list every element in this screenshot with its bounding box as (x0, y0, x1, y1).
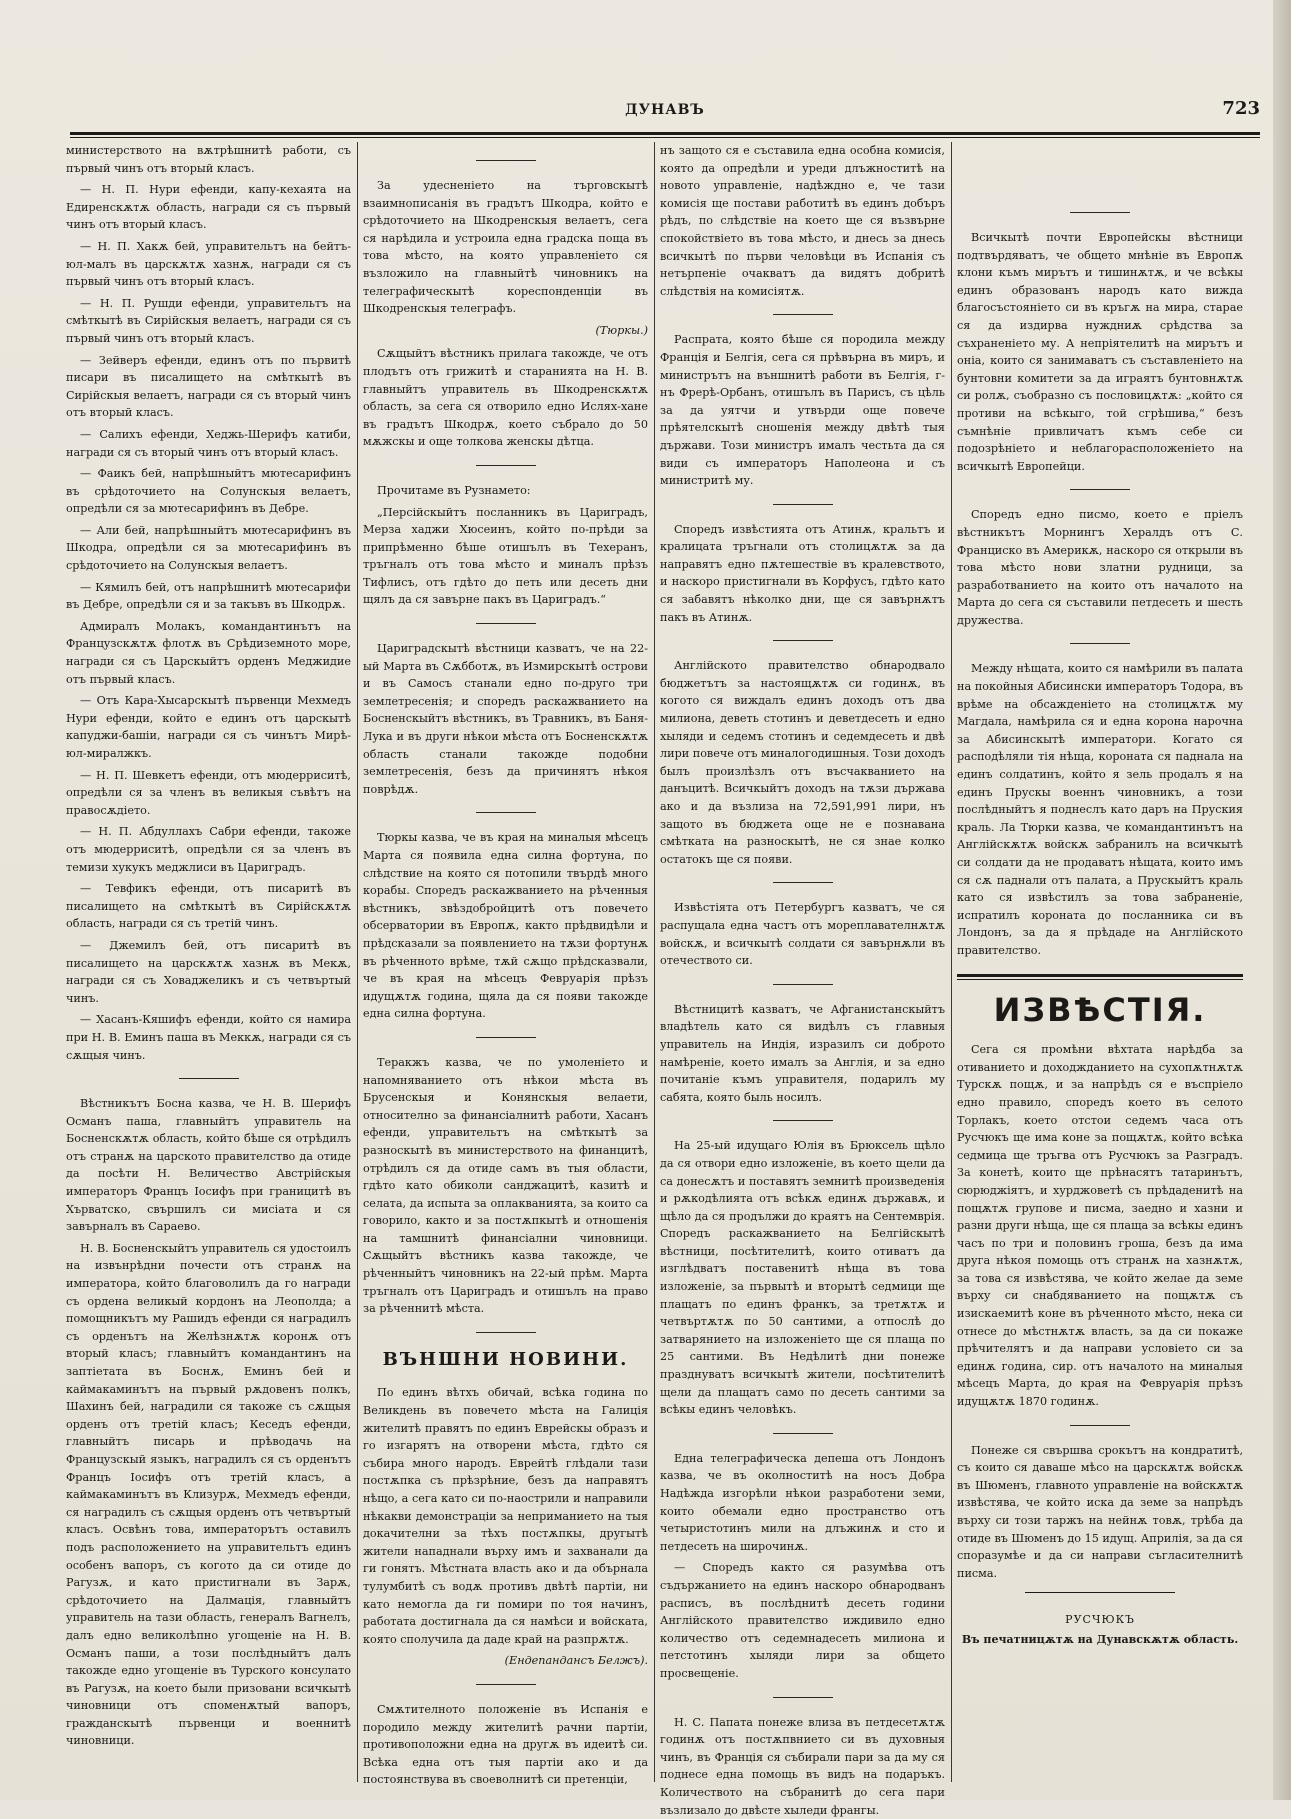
article-separator (773, 504, 833, 505)
article-paragraph: Смѫтителното положеніе въ Испанія е породило между жителитѣ рачни партіи, противоположни една на другѫ въ идеитѣ си. Всѣка една отъ тыя партіи ако и да постоянствува въ своеволнитѣ си претенціи, (363, 1702, 648, 1787)
article-paragraph: — Споредъ както ся разумѣва отъ съдържанието на единъ наскоро обнародванъ расписъ, въ послѣднитѣ десеть години Англійското правителство иждивило едно количество отъ седемнадесеть милиона и петстотинъ хыляди лири за общето просвещеніе. (660, 1561, 945, 1680)
source-signature: (Тюркы.) (595, 323, 648, 337)
article-separator (1070, 1425, 1130, 1426)
article-paragraph: Теракжъ казва, че по умоленіето и напомняванието отъ нѣкои мѣста въ Брусенскыя и Конянскыя велаети, относително за финансіалнитѣ работи, Хасанъ ефенди, управительтъ на смѣткытѣ за разноскытѣ въ министерството на финанцитѣ, отрѣдилъ ся да отиде самъ въ тыя области, гдѣто като обиколи санджацитѣ, казитѣ и селата, да испыта за оплакванията, за които са говорило, както и за постѫпкытѣ и отношенія на тамшнитѣ финансіални чиновници. Сѫщыйтъ вѣстникъ казва такожде, че рѣченныйтъ чиновникъ на 22-ый прѣм. Марта тръгналъ отъ Цариградъ и отишълъ на право за рѣченнитѣ мѣста. (363, 1055, 648, 1316)
article-paragraph: — Отъ Кара-Хысарскытѣ първенци Мехмедъ Нури ефенди, който е единъ отъ царскытѣ капуджи-башіи, награди ся съ чинътъ Мирѣ-юл-миралжкъ. (66, 694, 351, 760)
article-paragraph: — Фаикъ бей, напрѣшныйтъ мютесарифинъ въ срѣдоточието на Солунскыя велаетъ, опредѣли ся за мютесарифинъ въ Дебре. (66, 467, 351, 516)
article-paragraph: Прочитаме въ Рузнамето: (377, 483, 531, 497)
article-paragraph: — Кямилъ бей, отъ напрѣшнитѣ мютесарифи въ Дебре, опредѣли ся и за такъвъ въ Шкодрѫ. (66, 580, 351, 612)
binding-edge (1273, 0, 1291, 1800)
article-separator (476, 160, 536, 161)
column-divider (654, 142, 655, 1782)
column-divider (357, 142, 358, 1782)
article-paragraph: — Н. П. Хакѫ бей, управительтъ на бейтъ-юл-малъ въ царскѫтѫ хазнѫ, награди ся съ първый чинъ отъ вторый класъ. (66, 239, 351, 289)
article-separator (773, 984, 833, 985)
notices-rule-thin (957, 979, 1243, 980)
article-paragraph: По единъ вѣтхъ обичай, всѣка година по Великдень въ повечето мѣста на Галиція жителитѣ правятъ по единъ Еврейскы образъ и го изгарятъ на отворени мѣста, гдѣто ся събира много народъ. Еврейтѣ глѣдали тази постѫпка съ прѣзрѣние, безъ да направятъ нѣщо, а сега като си по-наострили и направили нѣкакви демонстраціи за неприманието на тыя докачителни за тѣхъ постѫпкы, другытѣ жители нападнали върху имъ и захванали да ги гонятъ. Мѣстната власть ако и да обърнала тулумбитѣ съ водѫ противъ двѣтѣ партіи, ни като немогла да ги помири по тоя начинъ, работата достигнала да ся намѣси и войската, която сполучила да даде край на разпрѫтѫ. (363, 1386, 648, 1646)
notices-rule (957, 974, 1243, 977)
article-separator (773, 1697, 833, 1698)
article-separator (773, 314, 833, 315)
article-paragraph: — Салихъ ефенди, Хеджь-Шерифъ катиби, награди ся съ вторый чинъ отъ вторый класъ. (66, 427, 351, 459)
header-rule (70, 132, 1260, 135)
article-separator (773, 1120, 833, 1121)
article-paragraph: Распрата, която бѣше ся породила между Франція и Белгія, сега ся прѣвърна въ миръ, и министрътъ на външнитѣ работи въ Белгія, г-нъ Фрерѣ-Орбанъ, отишълъ въ Парисъ, съ цѣль за да уятчи и утвърди още повече прѣятелскытѣ сношенія между двѣтѣ тыя държави. Този министръ ималъ честьта да ся види съ императоръ Наполеона и съ министритѣ му. (660, 333, 945, 488)
header-rule-thin (70, 137, 1260, 138)
article-paragraph: нъ защото ся е съставила една особна комисія, която да опредѣли и уреди длъжноститѣ на новото управленіе, надѣждно е, че тази комисія ще постави работитѣ въ единъ добъръ рѣдъ, по слѣдствіе на което ще ся възвърне спокойствіето въ това мѣсто, и днесь за днесь всичкытѣ по първи человѣци въ Испанія съ нетърпеніе очакватъ да видятъ добритѣ слѣдствія на комисіятѫ. (660, 144, 945, 298)
article-separator (476, 1332, 536, 1333)
article-paragraph: Между нѣщата, които ся намѣрили въ палата на покойныя Абисински императоръ Тодора, въ врѣме на обсажденіето на столицѫтѫ му Магдала, намѣрила ся и една корона нарочна за Абисинскытѣ императори. Когато ся расподѣляли тія нѣща, короната ся паднала на единъ солдатинъ, който я зель продалъ я на единъ Прускы военнъ чиновникъ, а този послѣдныйтъ я поднеслъ като даръ на Пруския краль. Ла Тюрки казва, че командантинътъ на Англійскѫтѫ войскѫ забранилъ на всичкытѣ си солдати да не продаватъ нѣщата, които имъ ся сѫ паднали отъ палата, а Прускыйтъ краль като ся извѣстилъ за това забраненіе, испратилъ короната до посланника си въ Лондонъ, за да я прѣдаде на Англійското правителство. (957, 662, 1243, 957)
article-paragraph: Сѫщыйтъ вѣстникъ прилага такожде, че отъ плодътъ отъ грижитѣ и старанията на Н. В. главныйтъ управитель въ Шкодренскѫтѫ область, за сега ся отворило едно Ислях-хане въ градътъ Шкодрѫ, което събрало до 50 мѫжскы и още толкова женскы дѣтца. (363, 347, 648, 449)
section-heading-foreign-news: ВЪНШНИ НОВИНИ. (382, 1348, 629, 1370)
article-paragraph: „Персійскыйтъ посланникъ въ Цариградъ, Мерза хаджи Хюсеинъ, който по-прѣди за припрѣменно бѣше отишълъ въ Техеранъ, тръгналъ отъ това мѣсто и миналъ прѣзъ Тифлисъ, отъ гдѣто до петь или десеть дни щялъ да ся завърне пакъ въ Цариградъ.“ (363, 505, 648, 607)
page-header (70, 96, 1260, 134)
footer-rule (1025, 1592, 1175, 1593)
article-separator (179, 1078, 239, 1079)
article-paragraph: За удесненіето на търговскытѣ взаимнописанія въ градътъ Шкодра, който е срѣдоточието на Шкодренскыя велаетъ, сега ся нарѣдила и устроила една градска поща въ това мѣсто, на която управленіето ся възложило на главныйтѣ чиновникъ на телеграфическытѣ кореспонденціи въ Шкодренскыя телеграфъ. (363, 179, 648, 316)
article-paragraph: — Н. П. Рушди ефенди, управительтъ на смѣткытѣ въ Сирійскыя велаетъ, награди ся съ първый чинъ отъ вторый класъ. (66, 296, 351, 345)
article-paragraph: — Н. П. Шевкетъ ефенди, отъ мюдерриситѣ, опредѣли ся за членъ въ великыя съвѣтъ на правосѫдіето. (66, 768, 351, 817)
article-paragraph: Споредъ едно писмо, което е пріелъ вѣстникътъ Морнингъ Хералдъ отъ С. Франциско въ Америкѫ, наскоро ся открыли въ това мѣсто нови златни рудници, за разработванието на които отъ началото на Марта до сега ся съставили петдесеть и шесть дружества. (957, 508, 1243, 627)
printer-line: Въ печатницѫтѫ на Дунавскѫтѫ область. (961, 1632, 1239, 1646)
notice-paragraph: Сега ся промѣни вѣхтата нарѣдба за отиванието и доходжданието на сухопѫтнѫтѫ Турскѫ пощѫ, и за напрѣдъ ся е въспріело едно правило, споредъ което въ селото Торлакъ, което отстои седемъ часа отъ Русчюкъ ще има коне за пощѫтѫ, който всѣка седмица ще тръгва отъ Русчюкъ за Разградъ. За конетѣ, които ще прѣнасятъ татаринътъ, сюрюджіятъ, и хурджоветѣ съ прѣдаденитѣ на пощѫтѫ групове и писма, заедно и хазни и разни други нѣща, ще ся плаща за всѣкы единъ часъ по три и половинъ гроша, безъ да има друга нѣкоя помощь отъ странѫ на хазнѫтѫ, за това ся извѣстява, че който желае да земе върху си снабдяванието на пощѫтѫ съ изискаемитѣ коне въ рѣченното мѣсто, нека си отнесе до мѣстнѫтѫ власть, за да си покаже прѣчителятъ и да направи условіето си за единѫ година, сир. отъ началото на миналыя мѣсецъ Марта, до края на Февруарія прѣзъ идущѫтѫ 1870 годинѫ. (957, 1043, 1243, 1409)
article-paragraph: — Тевфикъ ефенди, отъ писаритѣ въ писалището на смѣткытѣ въ Сирійскѫтѫ область, награди ся съ третій чинъ. (66, 882, 351, 931)
notices-heading: ИЗВѢСТІЯ. (993, 990, 1207, 1029)
article-separator (773, 882, 833, 883)
article-separator (476, 812, 536, 813)
article-paragraph: Н. В. Босненскыйтъ управитель ся удостоилъ на извънрѣдни почести отъ странѫ на императора, който благоволилъ да го награди съ ордена великый кордонъ на Леополда; а помощникътъ му Рашидъ ефенди ся наградилъ съ орденътъ на Желѣзнѫтѫ коронѫ отъ вторый класъ; главныйтъ командантинъ на заптіетата въ Боснѫ, Еминъ бей и каймакаминътъ на първый рѫдовенъ полкъ, Шахинъ бей, наградили ся такоже съ сѫщыя орденъ отъ третій класъ; Кеседъ ефенди, главныйтъ писарь и прѣводачь на Французскый языкъ, наградилъ ся съ орденътъ Францъ Іосифъ отъ третій класъ, а каймакаминътъ въ Клизурѫ, Мехмедъ ефенди, ся наградилъ съ сѫщыя орденъ отъ четвъртый класъ. Освѣнъ това, императорътъ оставилъ подъ расположението на управительтъ единъ особенъ вапоръ, съ когото да си отиде до Рагузѫ, и като пристигнали въ Зарѫ, срѣдоточието на Далмація, главныйтъ управитель на тази область, генералъ Вагнелъ, далъ едно великолѣпно угощеніе на Н. В. Османъ паши, а този послѣдныйтъ далъ такожде едно угощеніе въ Турского консулато въ Рагузѫ, на което были призовани всичкытѣ чиновници отъ споменѫтый вапоръ, гражданскытѣ първенци и военнитѣ чиновници. (66, 1241, 351, 1748)
article-separator (476, 1037, 536, 1038)
article-paragraph: — Али бей, напрѣшныйтъ мютесарифинъ въ Шкодра, опредѣли ся за мютесарифинъ въ срѣдоточието на Солунскыя велаетъ. (66, 523, 351, 573)
article-paragraph: министерството на вѫтрѣшнитѣ работи, съ първый чинъ отъ вторый класъ. (66, 144, 351, 175)
article-paragraph: Н. С. Папата понеже влиза въ петдесетѫтѫ годинѫ отъ постѫпвнието си въ духовныя чинъ, въ Франція ся събирали пари за да му ся поднесе една помощь въ видъ на подаръкъ. Количеството на събранитѣ до сега пари възлизало до двѣсте хыледи франгы. (660, 1715, 945, 1817)
article-separator (476, 623, 536, 624)
column-1 (66, 142, 351, 1782)
column-2 (363, 142, 648, 1787)
article-paragraph: Цариградскытѣ вѣстници казватъ, че на 22-ый Марта въ Сѫбботѫ, въ Измирскытѣ острови и въ Самосъ станали едно по-друго три землетресенія; и споредъ раскажванието на Босненскыйтъ вѣстникъ, въ Травникъ, въ Баня-Лука и въ други нѣкои мѣста отъ Босненскѫтѫ область станали такожде подобни землетресенія, безъ да причинятъ нѣкоя поврѣдѫ. (363, 642, 648, 796)
article-paragraph: Всичкытѣ почти Европейскы вѣстници подтвърдяватъ, че общето мнѣніе въ Европѫ клони къмъ мирътъ и тишинѫтѫ, и че всѣкы единъ образованъ народъ като вижда благосъстояніето си въ кръгѫ на мира, старае ся да издирва нуждниѫ срѣдства за съхраненіето му. А непріятелитѣ на мирътъ и оніа, които ся занимаватъ съ съставленіето на бунтовни комитети за да играятъ бунтовнѫтѫ си ролѫ, съобразно съ пословицѫтѫ: „който ся противи на всѣкыго, той сгрѣшива,“ безъ съмнѣніе привличатъ къмъ себе си подозрѣніето и неблагорасположеніето на всичкытѣ Европейци. (957, 231, 1243, 473)
column-3 (660, 142, 946, 1817)
column-divider (951, 142, 952, 1782)
article-paragraph: Вѣстницитѣ казватъ, че Афганистанскыйтъ владѣтель като ся видѣлъ съ главныя управитель на Индія, изразилъ си доброто намѣреніе, което ималъ за Англія, и за едно почитаніе къмъ управителя, подарилъ му сабята, която быль носилъ. (660, 1002, 945, 1104)
article-paragraph: Англійското правителство обнародвало бюджетътъ за настоящѫтѫ си годинѫ, въ когото ся виждалъ единъ доходъ отъ два милиона, деветь стотинъ и деветдесеть и едно хыляди и седемъ стотинъ и седемдесеть и двѣ лири повече отъ миналогодишныя. Този доходъ былъ произлѣзлъ отъ въсчакванието на данъцитѣ. Всичкыйтъ доходъ на тѫзи държава ако и да възлиза на 72,591,991 лири, нъ защото въ бюджета още не е познавана смѣтката на разноскытѣ, не ся знае колко остатокъ ще ся появи. (660, 659, 946, 866)
article-paragraph: — Хасанъ-Кяшифъ ефенди, който ся намира при Н. В. Еминъ паша въ Меккѫ, награди ся съ сѫщыя чинъ. (66, 1013, 351, 1062)
notice-paragraph: Понеже ся свършва срокътъ на кондратитѣ, съ които ся даваше мѣсо на царскѫтѫ войскѫ въ Шюменъ, главното управленіе на войскѫтѫ извѣстява, че който иска да земе за напрѣдъ върху си този таржъ на нейнѫ товѫ, трѣба да отиде въ Шюменъ до 15 идущ. Априлія, за да ся споразумѣе и да си направи съгласителнитѣ писма. (957, 1443, 1243, 1580)
newspaper-title: ДУНАВЪ (625, 102, 705, 118)
column-4 (957, 142, 1243, 1782)
article-separator (773, 1433, 833, 1434)
article-paragraph: Адмиралъ Молакъ, командантинътъ на Французскѫтѫ флотѫ въ Срѣдиземното море, награди ся съ Царскыйтъ орденъ Меджидие отъ първый класъ. (66, 619, 351, 686)
article-separator (1070, 212, 1130, 213)
printing-city: РУСЧЮКЪ (1065, 1613, 1135, 1627)
article-paragraph: — Н. П. Нури ефенди, капу-кехаята на Едиренскѫтѫ область, награди ся съ първый чинъ отъ вторый класъ. (66, 183, 351, 232)
page-number: 723 (1222, 98, 1260, 119)
article-paragraph: На 25-ый идущаго Юлія въ Брюксель щѣло да ся отвори едно изложеніе, въ което щели да са донесѫтъ и поставятъ земнитѣ произведенія и рѫкодѣлията отъ всѣкѫ единѫ държавѫ, и щѣло да ся продължи до краятъ на Сентемврія. Споредъ раскажванието на Белгійскытѣ вѣстници, посѣтителитѣ, които отиватъ да изглѣдватъ поставенитѣ нѣща въ това изложеніе, за първытѣ и вторытѣ седмици ще плащатъ по единъ франкъ, за третѫтѫ и четвъртѫтѫ по 50 сантими, а отпослѣ до затварянието на изложеніето ще ся плаща по 25 сантими. Въ Недѣлитѣ дни понеже празднуватъ всичкытѣ жители, посѣтителитѣ щели да плащатъ само по десеть сантими за всѣкы единъ человѣкъ. (660, 1139, 945, 1417)
article-paragraph: — Джемилъ бей, отъ писаритѣ въ писалището на царскѫтѫ хазнѫ въ Мекѫ, награди ся съ Ховаджеликъ и съ четвъртый чинъ. (66, 938, 351, 1005)
article-paragraph: Извѣстіята отъ Петербургъ казватъ, че ся распущала една частъ отъ мореплавателнѫтѫ войскѫ, и всичкытѣ солдати ся завърнѫли въ отечеството си. (660, 901, 945, 968)
article-paragraph: Една телеграфическа депеша отъ Лондонъ казва, че въ околноститѣ на носъ Добра Надѣжда изгорѣли нѣкои разработени земи, които обемали едно пространство отъ четыристотинъ мили на длъжинѫ и сто и петдесеть на широчинѫ. (660, 1451, 945, 1553)
article-separator (1070, 643, 1130, 644)
article-paragraph: Тюркы казва, че въ края на миналыя мѣсецъ Марта ся появила една силна фортуна, по слѣдствие на която ся потопили твърдѣ много корабы. Споредъ раскажванието на рѣченныя вѣстникъ, звѣздобройцитѣ отъ повечето обсерватории въ Европѫ, както прѣдвидѣли и прѣдсказали за появлението на тѫзи фортунѫ въ рѣченното врѣме, тѫй сѫщо прѣдсказвали, че въ края на мѣсецъ Февруарія прѣзъ идущѫтѫ година, щяла да ся появи такожде една силна фортуна. (363, 831, 648, 1021)
article-paragraph: Вѣстникътъ Босна казва, че Н. В. Шерифъ Османъ паша, главныйтъ управитель на Босненскѫтѫ область, който бѣше ся отрѣдилъ отъ странѫ на царското правителство да отиде да посѣти Н. Величество Австрійскыя императоръ Францъ Іосифъ при границитѣ въ Хърватско, свършилъ си мисіата и ся завърналъ въ Сараево. (66, 1097, 351, 1234)
article-separator (773, 640, 833, 641)
article-paragraph: Споредъ извѣстията отъ Атинѫ, кральтъ и кралицата тръгнали отъ столицѫтѫ за да направятъ едно пѫтешествіе въ кралевството, и наскоро пристигнали въ Корфусъ, гдѣто като ся забавятъ нѣколко дни, ще ся завърнѫтъ пакъ въ Атинѫ. (660, 522, 945, 624)
article-paragraph: — Зейверъ ефенди, единъ отъ по първитѣ писари въ писалището на смѣткытѣ въ Сирійскыя велаетъ, награди ся съ вторый чинъ отъ вторый класъ. (66, 353, 351, 420)
source-signature: (Ендепандансъ Белжъ). (504, 1654, 648, 1668)
article-paragraph: — Н. П. Абдуллахъ Сабри ефенди, такоже отъ мюдерриситѣ, опредѣли ся за членъ въ темизи хукукъ меджлиси въ Цариградъ. (66, 825, 351, 874)
article-separator (476, 465, 536, 466)
article-separator (476, 1684, 536, 1685)
article-separator (1070, 489, 1130, 490)
